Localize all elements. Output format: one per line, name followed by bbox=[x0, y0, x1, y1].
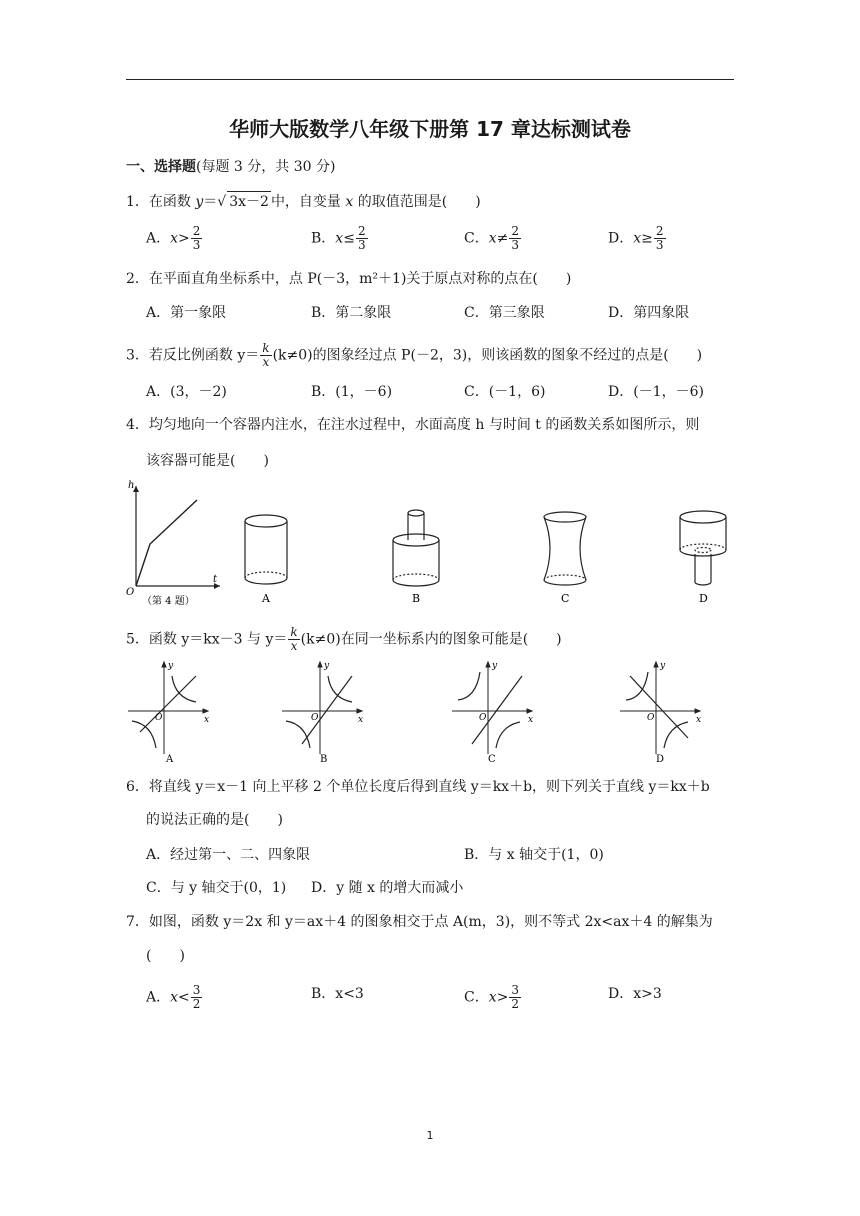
q5-text2: (k≠0)在同一坐标系内的图象可能是( ) bbox=[300, 631, 562, 648]
option-letter: D． bbox=[608, 986, 634, 1002]
option-var: x bbox=[170, 989, 179, 1006]
option-var: x bbox=[335, 230, 344, 247]
q1-option-b[interactable] bbox=[311, 225, 369, 252]
option-fraction bbox=[191, 984, 203, 1011]
q4-graph bbox=[126, 480, 220, 607]
q2-option-b[interactable]: B．第二象限 bbox=[311, 305, 392, 321]
q3-text: 若反比例函数 y＝ bbox=[148, 347, 260, 364]
option-fraction bbox=[654, 225, 666, 252]
q5-fraction bbox=[288, 626, 299, 653]
q1-var-y: y bbox=[195, 194, 204, 210]
option-sym: > bbox=[178, 230, 190, 247]
q6-text: 将直线 y＝x－1 向上平移 2 个单位长度后得到直线 y＝kx＋b，则下列关于直线 y＝kx＋b bbox=[148, 779, 710, 795]
container-b-label: B bbox=[412, 592, 421, 605]
q7-text-cont: ( ) bbox=[146, 948, 185, 964]
question-5 bbox=[126, 626, 562, 653]
q3-option-d[interactable]: D．(－1，－6) bbox=[608, 384, 704, 400]
option-fraction bbox=[509, 225, 521, 252]
graph-d-label: D bbox=[656, 754, 665, 765]
q3-text2: (k≠0)的图象经过点 P(－2，3)，则该函数的图象不经过的点是( ) bbox=[272, 347, 703, 364]
option-text: x>3 bbox=[633, 986, 662, 1002]
q7-option-d[interactable] bbox=[608, 984, 662, 1004]
axis-x-label: x bbox=[528, 715, 534, 725]
option-letter: D． bbox=[608, 230, 634, 247]
question-7 bbox=[126, 912, 713, 932]
fraction-denominator: 3 bbox=[655, 238, 664, 252]
origin-label: O bbox=[479, 713, 487, 723]
question-number: 6． bbox=[126, 779, 149, 795]
fraction-numerator: k bbox=[262, 341, 270, 355]
page-number: 1 bbox=[426, 1129, 434, 1142]
sqrt-sign: √ bbox=[217, 194, 227, 210]
q1-text2: 中，自变量 bbox=[270, 194, 346, 210]
q6-text-cont: 的说法正确的是( ) bbox=[146, 812, 283, 828]
page-title: 华师大版数学八年级下册第 17 章达标测试卷 bbox=[229, 117, 631, 141]
option-sym: < bbox=[178, 989, 190, 1006]
q5-graph-a bbox=[128, 662, 208, 754]
fraction-denominator: x bbox=[262, 355, 270, 369]
axis-y-label: y bbox=[168, 661, 174, 671]
fraction-numerator: 3 bbox=[192, 983, 201, 997]
fraction-numerator: 2 bbox=[511, 224, 519, 238]
q6-option-d[interactable]: D．y 随 x 的增大而减小 bbox=[311, 880, 464, 896]
q4-figures bbox=[120, 478, 740, 610]
q1-option-d[interactable] bbox=[608, 225, 667, 252]
option-letter: C． bbox=[464, 989, 489, 1006]
container-d bbox=[680, 511, 726, 585]
fraction-denominator: 3 bbox=[192, 238, 201, 252]
q2-option-c[interactable]: C．第三象限 bbox=[464, 305, 545, 321]
q1-option-c[interactable] bbox=[464, 225, 522, 252]
q1-text: 在函数 bbox=[148, 194, 196, 210]
option-letter: A． bbox=[146, 230, 171, 247]
q2-option-d[interactable]: D．第四象限 bbox=[608, 305, 690, 321]
header-rule bbox=[126, 79, 734, 80]
question-number: 1． bbox=[126, 194, 149, 210]
fraction-denominator: 2 bbox=[192, 997, 201, 1011]
q7-option-a[interactable] bbox=[146, 984, 203, 1011]
option-letter: C． bbox=[464, 230, 489, 247]
axis-x-label: x bbox=[696, 715, 702, 725]
origin-label: O bbox=[126, 587, 135, 598]
axis-x-label: x bbox=[204, 715, 210, 725]
q3-fraction bbox=[260, 342, 271, 369]
question-number: 3． bbox=[126, 347, 149, 364]
option-fraction bbox=[191, 225, 203, 252]
container-a bbox=[245, 515, 287, 584]
option-fraction bbox=[509, 984, 521, 1011]
option-var: x bbox=[633, 230, 642, 247]
axis-h-label: h bbox=[128, 480, 135, 491]
option-letter: B． bbox=[311, 230, 336, 247]
section-label: 一、选择题 bbox=[126, 159, 196, 175]
q3-option-a[interactable]: A．(3，－2) bbox=[146, 384, 227, 400]
fraction-denominator: x bbox=[290, 639, 298, 653]
option-sym: ≤ bbox=[343, 230, 355, 247]
fraction-denominator: 2 bbox=[511, 997, 519, 1011]
fraction-numerator: k bbox=[290, 625, 298, 639]
q1-option-a[interactable] bbox=[146, 225, 203, 252]
q6-option-a[interactable]: A．经过第一、二、四象限 bbox=[146, 847, 311, 863]
fraction-denominator: 3 bbox=[511, 238, 519, 252]
figure-caption: （第 4 题） bbox=[142, 596, 195, 607]
fraction-numerator: 2 bbox=[357, 224, 366, 238]
option-var: x bbox=[488, 989, 497, 1006]
graph-c-label: C bbox=[488, 754, 496, 765]
question-4 bbox=[126, 415, 699, 435]
q7-option-b[interactable] bbox=[311, 984, 364, 1004]
origin-label: O bbox=[155, 713, 163, 723]
question-1 bbox=[126, 191, 481, 212]
q4-text: 均匀地向一个容器内注水，在注水过程中，水面高度 h 与时间 t 的函数关系如图所示，则 bbox=[148, 417, 700, 433]
question-2 bbox=[126, 269, 571, 289]
q1-radicand: 3x－2 bbox=[227, 191, 271, 212]
question-number: 4． bbox=[126, 417, 149, 433]
fraction-numerator: 3 bbox=[511, 983, 519, 997]
origin-label: O bbox=[311, 713, 319, 723]
option-letter: B． bbox=[311, 986, 336, 1002]
container-c-label: C bbox=[561, 592, 570, 605]
container-c bbox=[544, 512, 586, 585]
q2-text: 在平面直角坐标系中，点 P(－3，m²＋1)关于原点对称的点在( ) bbox=[148, 271, 572, 287]
q1-text3: 的取值范围是( ) bbox=[353, 194, 481, 210]
fraction-numerator: 2 bbox=[192, 224, 201, 238]
q7-option-c[interactable] bbox=[464, 984, 522, 1011]
fraction-denominator: 3 bbox=[357, 238, 366, 252]
q7-text: 如图，函数 y＝2x 和 y＝ax＋4 的图象相交于点 A(m，3)，则不等式 2x<ax＋4 的解集为 bbox=[148, 914, 713, 930]
axis-y-label: y bbox=[492, 661, 498, 671]
question-6 bbox=[126, 777, 710, 797]
q1-equals: ＝ bbox=[203, 194, 218, 210]
q5-text: 函数 y＝kx－3 与 y＝ bbox=[148, 631, 288, 648]
q5-graph-b bbox=[282, 662, 362, 754]
question-3 bbox=[126, 342, 702, 369]
section-heading bbox=[126, 157, 335, 177]
graph-b-label: B bbox=[320, 754, 328, 765]
q6-option-c[interactable]: C．与 y 轴交于(0，1) bbox=[146, 880, 287, 896]
container-a-label: A bbox=[262, 592, 270, 605]
option-fraction bbox=[356, 225, 368, 252]
container-b bbox=[393, 510, 439, 586]
option-sym: > bbox=[496, 989, 509, 1006]
q5-graph-c bbox=[452, 662, 532, 754]
section-note: (每题 3 分，共 30 分) bbox=[196, 159, 336, 175]
axis-x-label: x bbox=[358, 715, 364, 725]
q3-option-b[interactable]: B．(1，－6) bbox=[311, 384, 393, 400]
option-sym: ≥ bbox=[641, 230, 653, 247]
q6-option-b[interactable]: B．与 x 轴交于(1，0) bbox=[464, 847, 604, 863]
q2-option-a[interactable]: A．第一象限 bbox=[146, 305, 227, 321]
option-var: x bbox=[170, 230, 179, 247]
origin-label: O bbox=[647, 713, 655, 723]
axis-y-label: y bbox=[660, 661, 666, 671]
option-text: x<3 bbox=[335, 986, 364, 1002]
axis-t-label: t bbox=[213, 574, 218, 585]
fraction-numerator: 2 bbox=[655, 224, 664, 238]
q3-option-c[interactable]: C．(－1，6) bbox=[464, 384, 546, 400]
q5-figures bbox=[120, 656, 720, 768]
q1-var-x: x bbox=[345, 194, 354, 210]
question-number: 7． bbox=[126, 914, 149, 930]
question-number: 2． bbox=[126, 271, 149, 287]
q4-text-cont: 该容器可能是( ) bbox=[146, 453, 269, 469]
option-var: x bbox=[488, 230, 497, 247]
option-letter: A． bbox=[146, 989, 171, 1006]
graph-a-label: A bbox=[166, 754, 174, 765]
option-sym: ≠ bbox=[496, 230, 509, 247]
question-number: 5． bbox=[126, 631, 149, 648]
axis-y-label: y bbox=[324, 661, 330, 671]
container-d-label: D bbox=[699, 592, 708, 605]
q5-graph-d bbox=[620, 662, 700, 754]
